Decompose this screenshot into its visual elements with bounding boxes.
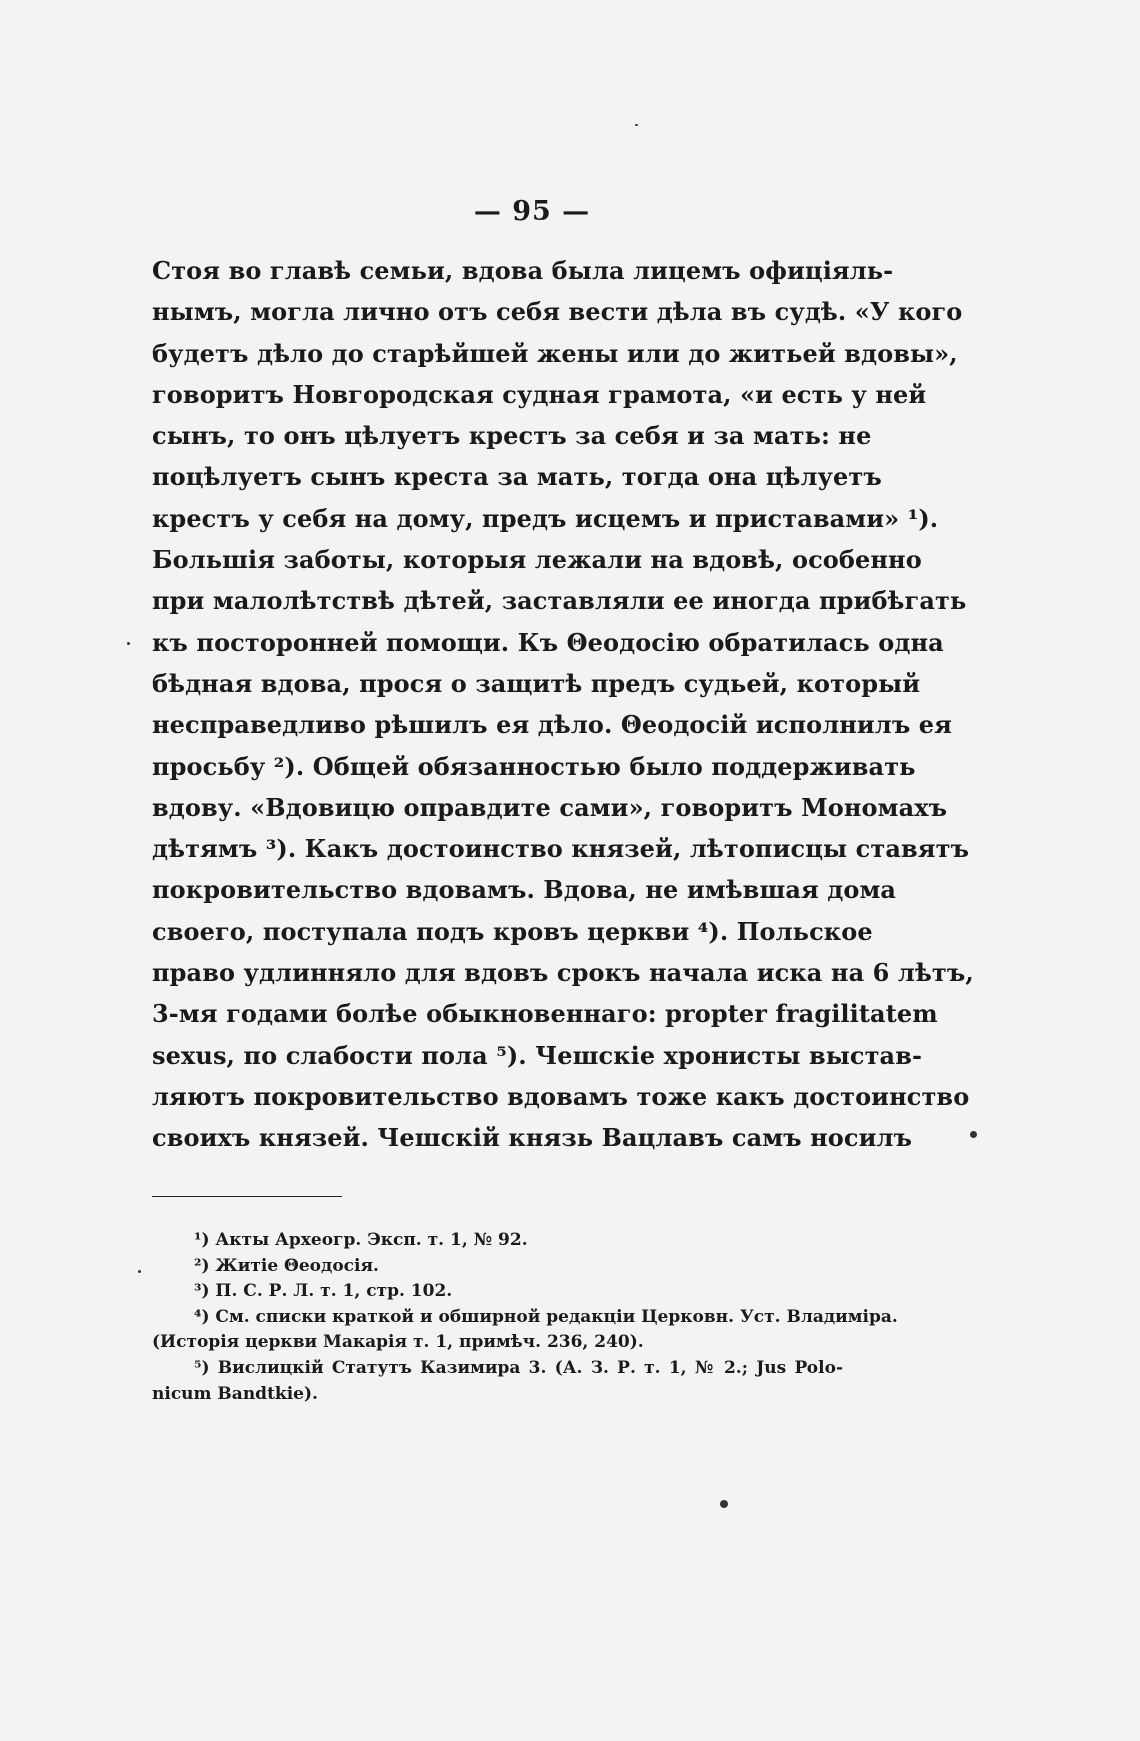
footnote-line: ⁴) См. списки краткой и обширной редакціи Церковн. Уст. Владиміра. — [194, 1306, 898, 1327]
text-line: покровительство вдовамъ. Вдова, не имѣвшая дома — [152, 875, 897, 905]
print-speck — [635, 124, 638, 126]
text-line: крестъ у себя на дому, предъ исцемъ и приставами» ¹). — [152, 503, 939, 533]
text-line: Большія заботы, которыя лежали на вдовѣ, особенно — [152, 545, 922, 575]
footnotes — [152, 1228, 898, 1407]
text-line: при малолѣтствѣ дѣтей, заставляли ее иногда прибѣгать — [152, 586, 967, 616]
text-line: нымъ, могла лично отъ себя вести дѣла въ судѣ. «У кого — [152, 297, 963, 327]
footnote-line: (Исторія церкви Макарія т. 1, примѣч. 236, 240). — [152, 1332, 644, 1353]
text-line: несправедливо рѣшилъ ея дѣло. Θеодосій исполнилъ ея — [152, 710, 952, 740]
print-speck — [127, 642, 130, 645]
text-line: своего, поступала подъ кровъ церкви ⁴). Польское — [152, 916, 873, 946]
footnote-line: nicum Bandtkie). — [152, 1383, 318, 1404]
text-line: Стоя во главѣ семьи, вдова была лицемъ офиціяль- — [152, 256, 894, 285]
text-line: 3-мя годами болѣе обыкновеннаго: propter fragilitatem — [152, 999, 938, 1029]
text-line: будетъ дѣло до старѣйшей жены или до житьей вдовы», — [152, 338, 958, 368]
text-line: право удлинняло для вдовъ срокъ начала иска на 6 лѣтъ, — [152, 958, 974, 988]
page-number: — 95 — — [473, 196, 591, 227]
footnote-line: ³) П. С. Р. Л. т. 1, стр. 102. — [194, 1281, 453, 1302]
body-text — [152, 250, 974, 1159]
print-speck — [138, 1270, 141, 1273]
text-line: къ посторонней помощи. Къ Θеодосію обратилась одна — [152, 627, 944, 657]
text-line: вдову. «Вдовицю оправдите сами», говоритъ Мономахъ — [152, 792, 948, 822]
text-line: бѣдная вдова, прося о защитѣ предъ судьей, который — [152, 668, 921, 698]
footnote-separator — [152, 1196, 342, 1197]
text-line: дѣтямъ ³). Какъ достоинство князей, лѣтописцы ставятъ — [152, 834, 970, 864]
footnote-line: ⁵) Вислицкій Статутъ Казимира 3. (А. З. Р. т. 1, № 2.; Jus Polo- — [194, 1357, 843, 1378]
print-speck — [720, 1500, 728, 1508]
text-line: просьбу ²). Общей обязанностью было поддерживать — [152, 751, 916, 781]
print-speck — [970, 1131, 977, 1138]
text-line: говоритъ Новгородская судная грамота, «и есть у ней — [152, 379, 927, 409]
text-line: sexus, по слабости пола ⁵). Чешскіе хронисты выстав- — [152, 1040, 923, 1070]
text-line: сынъ, то онъ цѣлуетъ крестъ за себя и за мать: не — [152, 421, 872, 451]
text-line: ляютъ покровительство вдовамъ тоже какъ достоинство — [152, 1081, 970, 1111]
text-line: своихъ князей. Чешскій князь Вацлавъ самъ носилъ — [152, 1123, 913, 1153]
footnote-line: ¹) Акты Археогр. Эксп. т. 1, № 92. — [194, 1230, 528, 1250]
text-line: поцѣлуетъ сынъ креста за мать, тогда она цѣлуетъ — [152, 462, 882, 492]
footnote-line: ²) Житіе Θеодосія. — [194, 1255, 379, 1276]
